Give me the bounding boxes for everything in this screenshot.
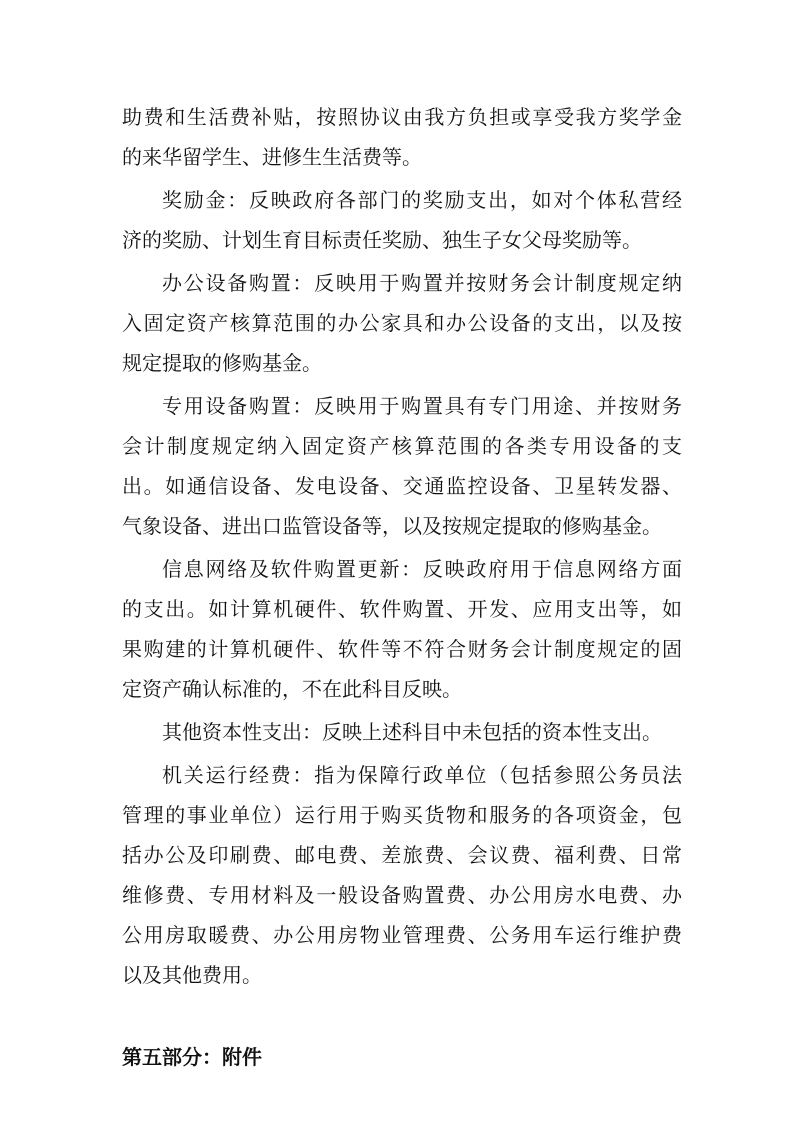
paragraph-line: 入固定资产核算范围的办公家具和办公设备的支出，以及按 — [122, 311, 682, 335]
paragraph-line: 办公设备购置：反映用于购置并按财务会计制度规定纳 — [162, 271, 682, 295]
paragraph-line: 括办公及印刷费、邮电费、差旅费、会议费、福利费、日常 — [122, 843, 682, 867]
paragraph-line: 公用房取暖费、办公用房物业管理费、公务用车运行维护费 — [122, 923, 682, 947]
paragraph-line: 规定提取的修购基金。 — [122, 351, 322, 375]
paragraph-line: 信息网络及软件购置更新：反映政府用于信息网络方面 — [162, 557, 682, 581]
paragraph-line: 果购建的计算机硬件、软件等不符合财务会计制度规定的固 — [122, 637, 682, 661]
paragraph-line: 维修费、专用材料及一般设备购置费、办公用房水电费、办 — [122, 883, 682, 907]
paragraph-line: 的来华留学生、进修生生活费等。 — [122, 145, 422, 169]
paragraph-line: 其他资本性支出：反映上述科目中未包括的资本性支出。 — [162, 720, 662, 744]
paragraph-line: 奖励金：反映政府各部门的奖励支出，如对个体私营经 — [162, 188, 682, 212]
paragraph-line: 定资产确认标准的，不在此科目反映。 — [122, 677, 462, 701]
section-heading: 第五部分：附件 — [122, 1045, 262, 1069]
paragraph-line: 气象设备、进出口监管设备等，以及按规定提取的修购基金。 — [122, 514, 662, 538]
paragraph-line: 助费和生活费补贴，按照协议由我方负担或享受我方奖学金 — [122, 105, 682, 129]
paragraph-line: 专用设备购置：反映用于购置具有专门用途、并按财务 — [162, 394, 682, 418]
paragraph-line: 管理的事业单位）运行用于购买货物和服务的各项资金，包 — [122, 803, 682, 827]
paragraph-line: 机关运行经费：指为保障行政单位（包括参照公务员法 — [162, 763, 682, 787]
paragraph-line: 以及其他费用。 — [122, 963, 262, 987]
paragraph-line: 的支出。如计算机硬件、软件购置、开发、应用支出等，如 — [122, 597, 682, 621]
paragraph-line: 出。如通信设备、发电设备、交通监控设备、卫星转发器、 — [122, 474, 682, 498]
paragraph-line: 会计制度规定纳入固定资产核算范围的各类专用设备的支 — [122, 434, 682, 458]
paragraph-line: 济的奖励、计划生育目标责任奖励、独生子女父母奖励等。 — [122, 228, 642, 252]
